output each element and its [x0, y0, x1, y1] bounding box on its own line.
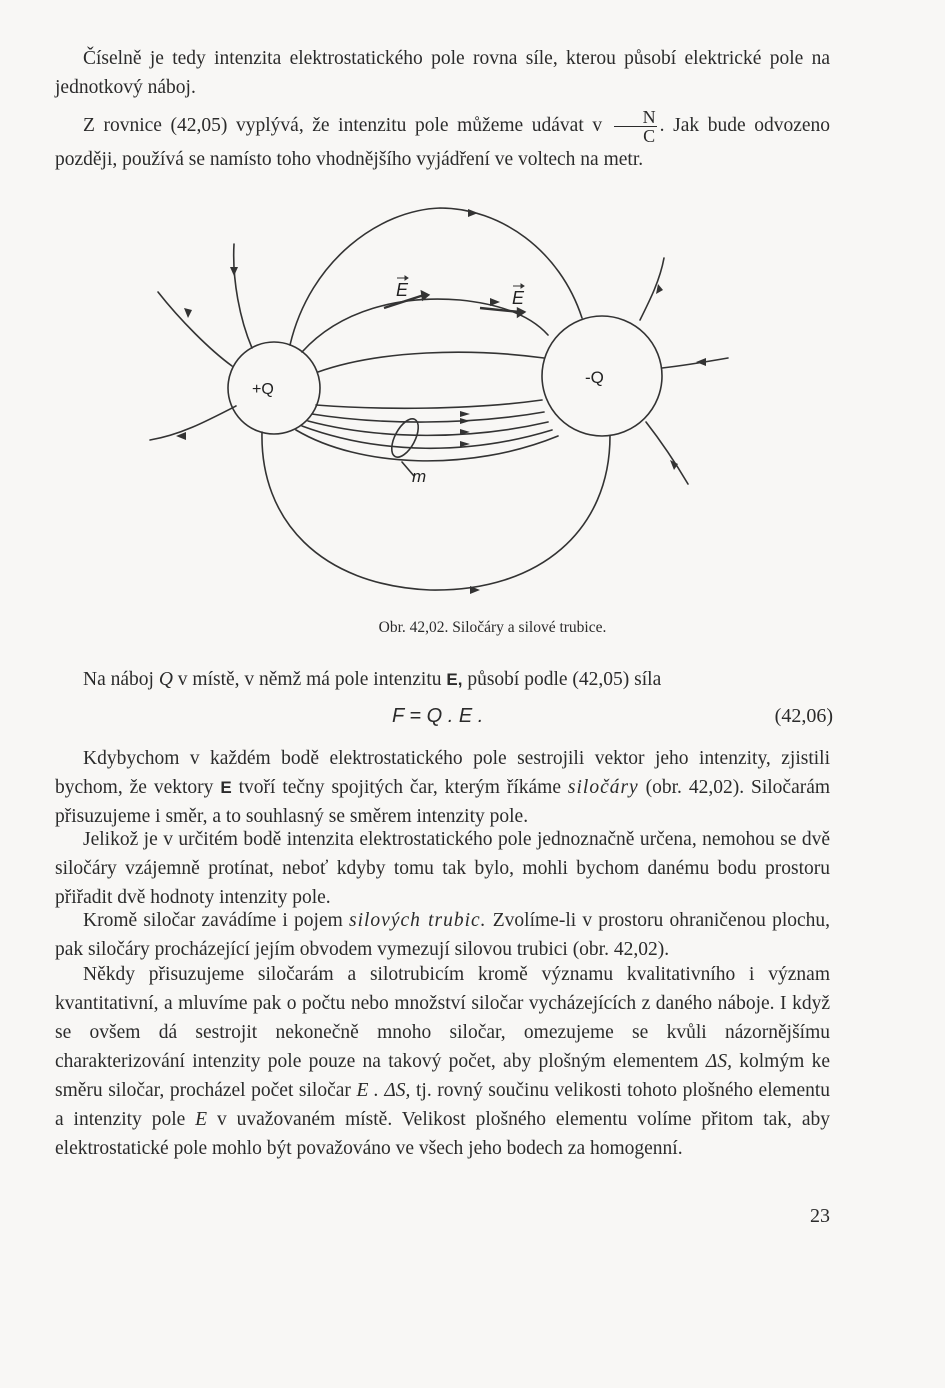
text: v uvažovaném místě. Velikost plošného elementu volíme přitom tak, aby elektrostatické pole mohlo být považováno ve všech jeho bodech za homogenní. [55, 1109, 830, 1159]
paragraph-no-crossing [55, 825, 830, 912]
field-line-right-lower [646, 422, 688, 484]
paragraph-quantitative [55, 960, 830, 1163]
text: tvoří tečny spojitých čar, kterým říkáme [238, 777, 561, 798]
intensity-label-2: E [512, 288, 525, 308]
field-line-left-lower [150, 406, 236, 440]
text: Kdybychom v každém bodě elektrostatického pole sestrojili vektor jeho intenzity, zjistili bychom, že vektory [55, 748, 830, 798]
positive-charge-label: +Q [252, 381, 274, 398]
symbol-e: E [195, 1109, 208, 1130]
text: Kromě siločar zavádíme i pojem [83, 910, 343, 931]
page-number: 23 [810, 1205, 830, 1227]
text: Z rovnice (42,05) vyplývá, že intenzitu pole můžeme udávat v [83, 114, 603, 136]
fraction-numerator: N [614, 108, 657, 127]
text: působí podle (42,05) síla [467, 669, 662, 690]
intensity-vector-2 [480, 308, 520, 312]
symbol-e-delta-s: E . ΔS, [356, 1080, 411, 1101]
field-line-left-top [234, 244, 252, 348]
field-line-outer-bottom [262, 432, 610, 590]
paragraph-force [55, 665, 830, 694]
fraction-denominator: C [643, 126, 656, 146]
symbol-e: E [220, 778, 232, 797]
negative-charge-label: -Q [585, 368, 604, 387]
field-line-tube-2 [312, 412, 544, 422]
text: kolmým ke směru siločar, procházel počet siločar [55, 1051, 830, 1101]
field-line-tube-1 [316, 400, 542, 408]
tube-label: m [412, 467, 427, 486]
text: Na náboj [83, 669, 154, 690]
field-line-outer-top [290, 208, 582, 345]
text: Zvolíme-li v prostoru ohraničenou plochu, pak siločáry procházející jejím obvodem vymezují silovou trubici (obr. 42,02). [55, 910, 831, 960]
figure-caption: Obr. 42,02. Siločáry a silové trubice. [378, 619, 607, 636]
symbol-q: Q [158, 669, 173, 690]
paragraph-intensity-definition [55, 44, 830, 102]
fraction-n-over-c [614, 108, 657, 145]
symbol-e: E, [446, 670, 463, 689]
equation-formula: F = Q . E . [392, 705, 484, 727]
intensity-label-1: E [396, 280, 409, 300]
paragraph-units [55, 108, 830, 175]
symbol-delta-s: ΔS, [705, 1051, 732, 1072]
term-silove-trubice: silových trubic. [349, 910, 487, 931]
field-line-mid-upper [318, 352, 544, 372]
text: (obr. 42,02). Siločarám přisuzujeme i směr, a to souhlasný se směrem intenzity pole. [55, 777, 831, 827]
paragraph-field-lines [55, 744, 830, 831]
text: Číselně je tedy intenzita elektrostatického pole rovna síle, kterou působí elektrické pole na jednotkový náboj. [55, 48, 830, 98]
term-silocary: siločáry [567, 777, 639, 798]
text: Někdy přisuzujeme siločarám a silotrubicím kromě významu kvalitativního i význam kvantitativní, a mluvíme pak o počtu nebo množství siločar vycházejících z daného náboje. I když se ovšem dá sestrojit nekonečně mnoho siločar, omezujeme se kvůli názornějšímu charakterizování intenzity pole pouze na takový počet, aby plošným elementem [55, 964, 830, 1072]
equation-number: (42,06) [774, 705, 833, 727]
field-line-right [662, 358, 728, 368]
text: v místě, v němž má pole intenzitu [177, 669, 442, 690]
positive-charge-circle [228, 342, 320, 434]
equation-42-06 [0, 705, 945, 735]
paragraph-force-tubes [55, 906, 830, 964]
text: . Jak bude odvozeno později, používá se namísto toho vhodnějšího vyjádření ve voltech na metr. [55, 114, 831, 170]
field-lines-figure [140, 200, 740, 610]
field-line-tube-3 [308, 421, 548, 435]
text: tj. rovný součinu velikosti tohoto plošného elementu a intenzity pole [55, 1080, 831, 1130]
field-line-left-upper [158, 292, 232, 366]
text: Jelikož je v určitém bodě intenzita elektrostatického pole jednoznačně určena, nemohou se dvě siločáry vzájemně protínat, neboť kdyby tomu tak bylo, mohli bychom danému bodu prostoru přiřadit dvě hodnoty intenzity pole. [55, 829, 830, 908]
